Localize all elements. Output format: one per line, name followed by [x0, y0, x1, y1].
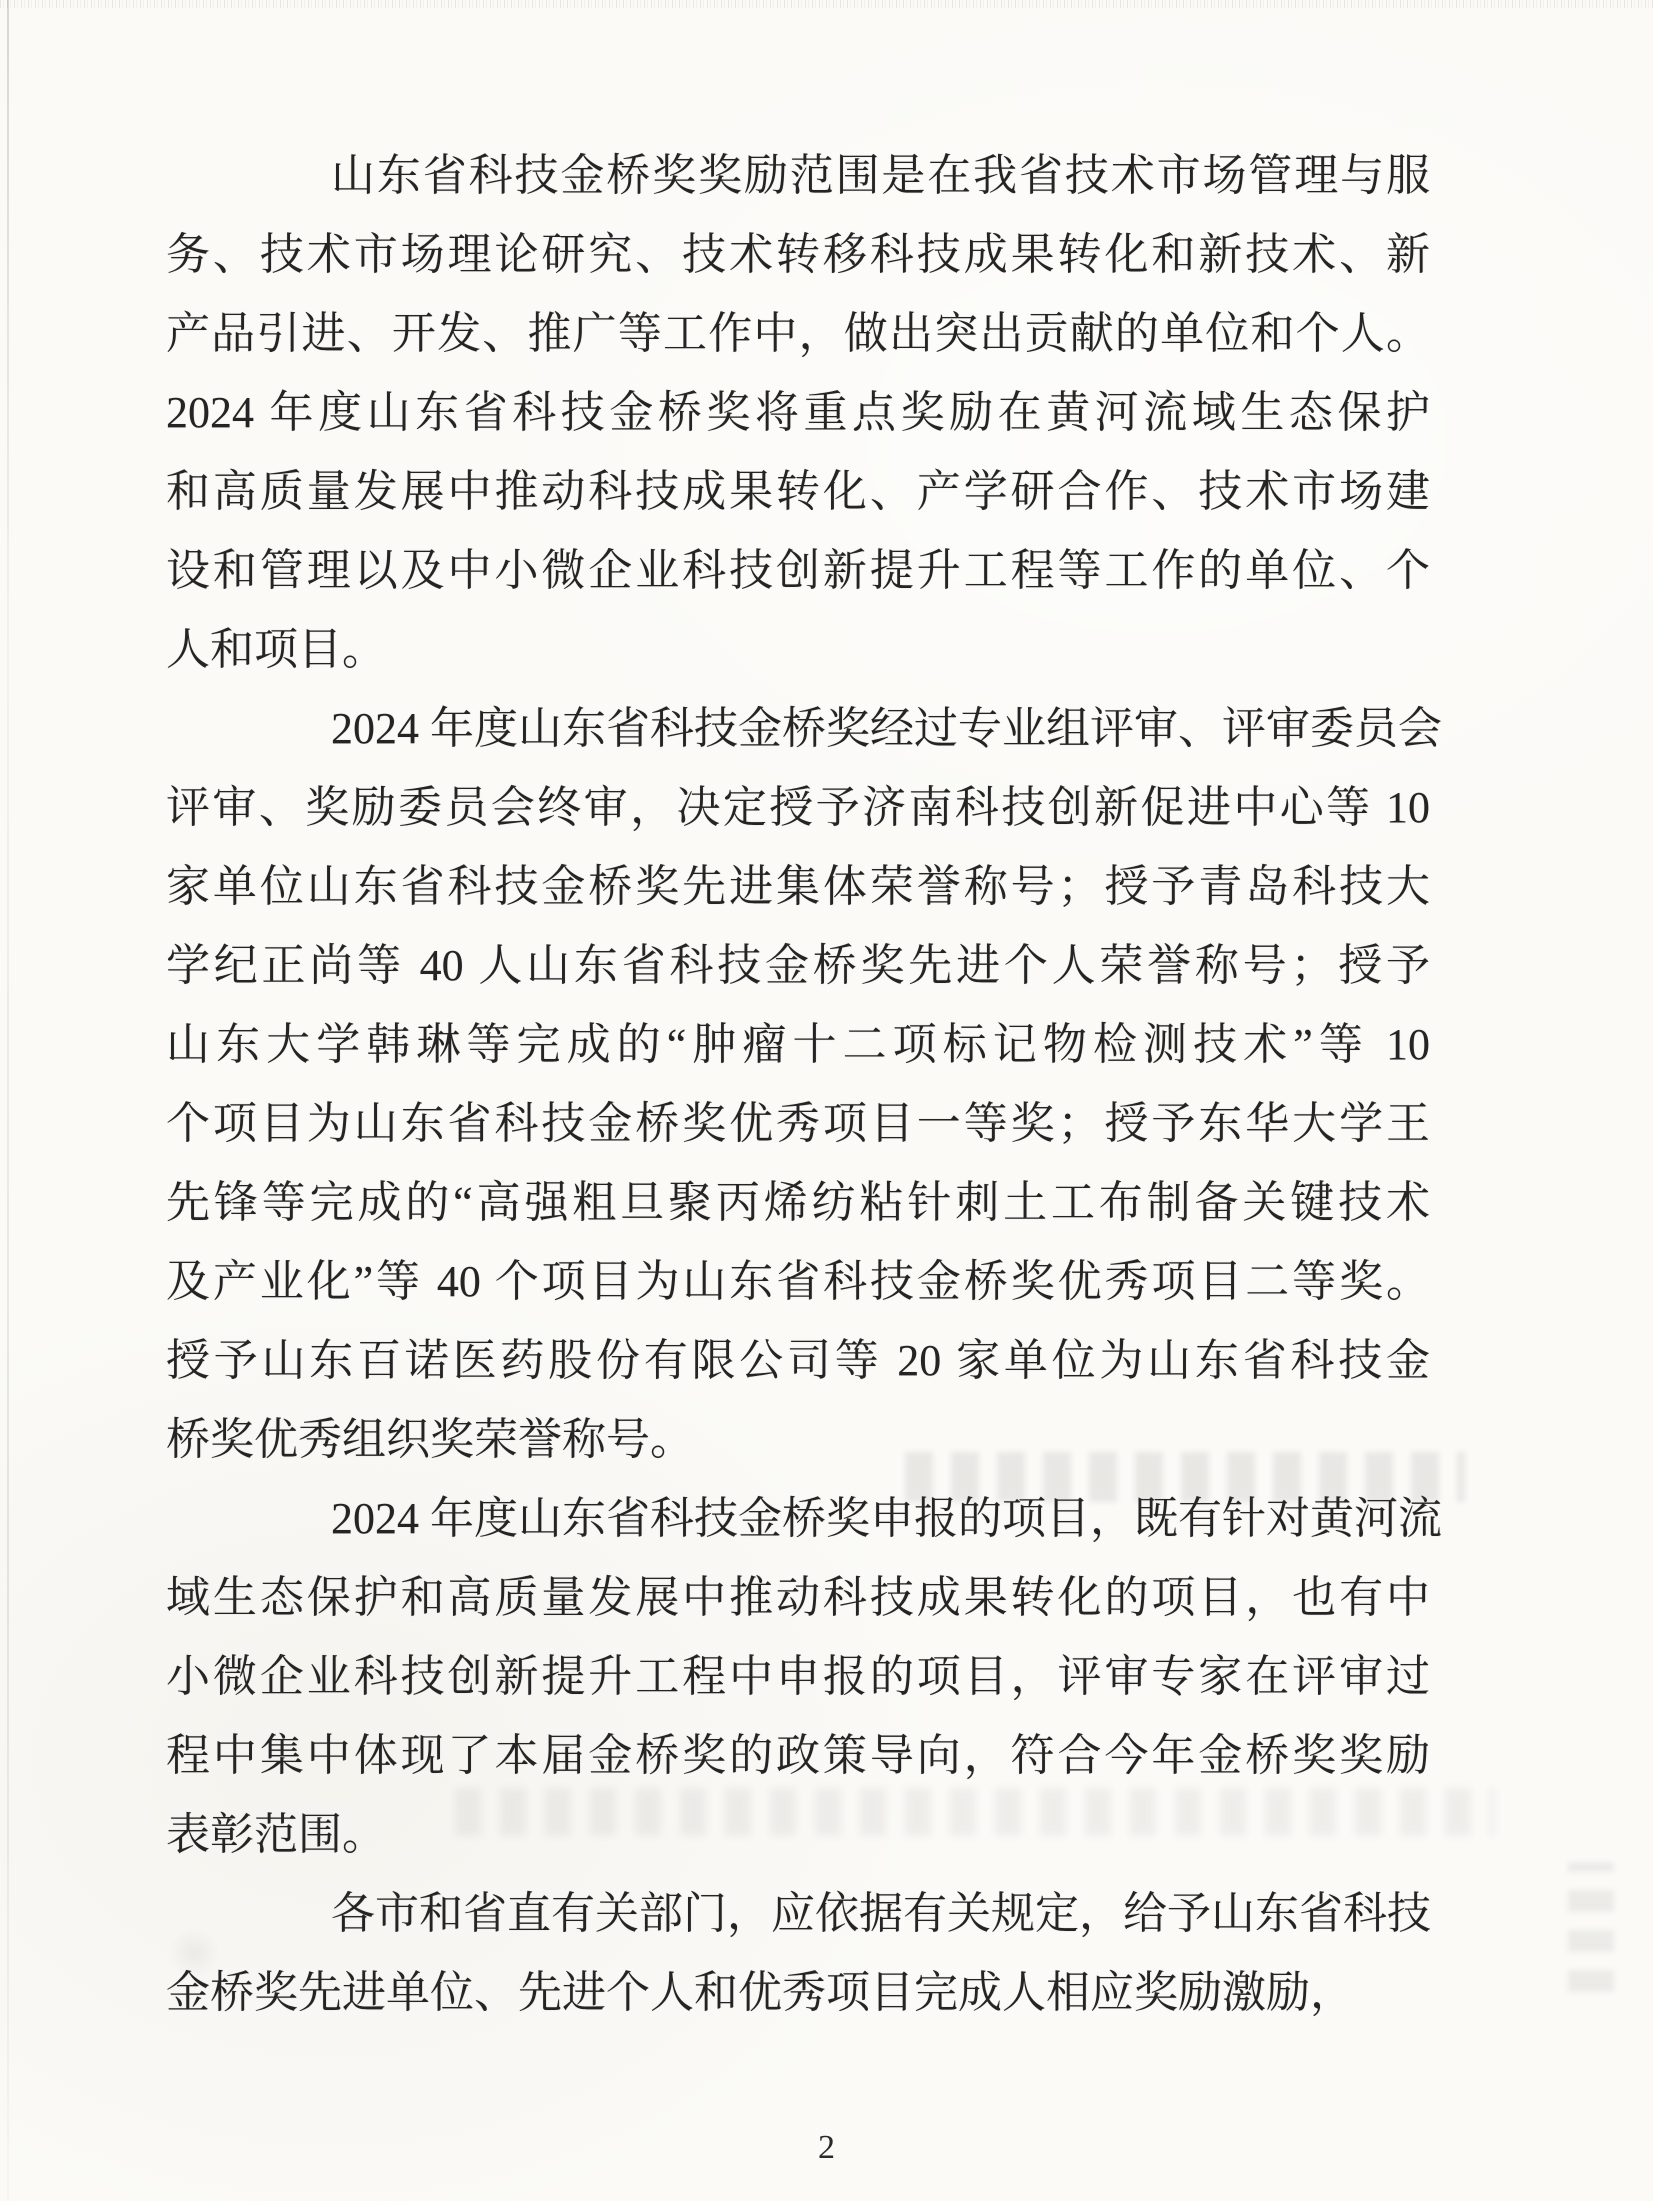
text-line: 金桥奖先进单位、先进个人和优秀项目完成人相应奖励激励， — [166, 1968, 1354, 2017]
scan-noise-top-edge — [0, 0, 1653, 8]
text-line: 域生态保护和高质量发展中推动科技成果转化的项目，也有中 — [166, 1573, 1430, 1622]
text-line: 个项目为山东省科技金桥奖优秀项目一等奖；授予东华大学王 — [166, 1099, 1430, 1148]
text-line: 山东省科技金桥奖奖励范围是在我省技术市场管理与服 — [331, 151, 1430, 200]
text-line: 及产业化”等 40 个项目为山东省科技金桥奖优秀项目二等奖。 — [166, 1257, 1430, 1306]
text-line: 先锋等完成的“高强粗旦聚丙烯纺粘针刺土工布制备关键技术 — [166, 1178, 1430, 1227]
text-line: 2024 年度山东省科技金桥奖申报的项目，既有针对黄河流 — [331, 1494, 1442, 1543]
text-line: 桥奖优秀组织奖荣誉称号。 — [166, 1415, 694, 1464]
text-line: 表彰范围。 — [166, 1810, 386, 1859]
text-line: 家单位山东省科技金桥奖先进集体荣誉称号；授予青岛科技大 — [166, 862, 1430, 911]
text-line: 务、技术市场理论研究、技术转移科技成果转化和新技术、新 — [166, 230, 1430, 279]
text-line: 人和项目。 — [166, 625, 386, 674]
document-body — [166, 136, 1442, 2032]
text-line: 产品引进、开发、推广等工作中，做出突出贡献的单位和个人。 — [166, 309, 1430, 358]
text-line: 各市和省直有关部门，应依据有关规定，给予山东省科技 — [331, 1889, 1431, 1938]
ink-bleed-smudge — [1568, 1862, 1614, 1992]
text-line: 评审、奖励委员会终审，决定授予济南科技创新促进中心等 10 — [166, 783, 1430, 832]
text-line: 设和管理以及中小微企业科技创新提升工程等工作的单位、个 — [166, 546, 1430, 595]
text-line: 2024 年度山东省科技金桥奖将重点奖励在黄河流域生态保护 — [166, 388, 1430, 437]
text-line: 山东大学韩琳等完成的“肿瘤十二项标记物检测技术”等 10 — [166, 1020, 1430, 1069]
text-line: 2024 年度山东省科技金桥奖经过专业组评审、评审委员会 — [331, 704, 1442, 753]
text-line: 学纪正尚等 40 人山东省科技金桥奖先进个人荣誉称号；授予 — [166, 941, 1430, 990]
text-line: 小微企业科技创新提升工程中申报的项目，评审专家在评审过 — [166, 1652, 1430, 1701]
text-line: 授予山东百诺医药股份有限公司等 20 家单位为山东省科技金 — [166, 1336, 1430, 1385]
text-line: 和高质量发展中推动科技成果转化、产学研合作、技术市场建 — [166, 467, 1430, 516]
text-line: 程中集中体现了本届金桥奖的政策导向，符合今年金桥奖奖励 — [166, 1731, 1430, 1780]
page-number: 2 — [818, 2129, 835, 2166]
scan-edge-line — [7, 0, 9, 2201]
